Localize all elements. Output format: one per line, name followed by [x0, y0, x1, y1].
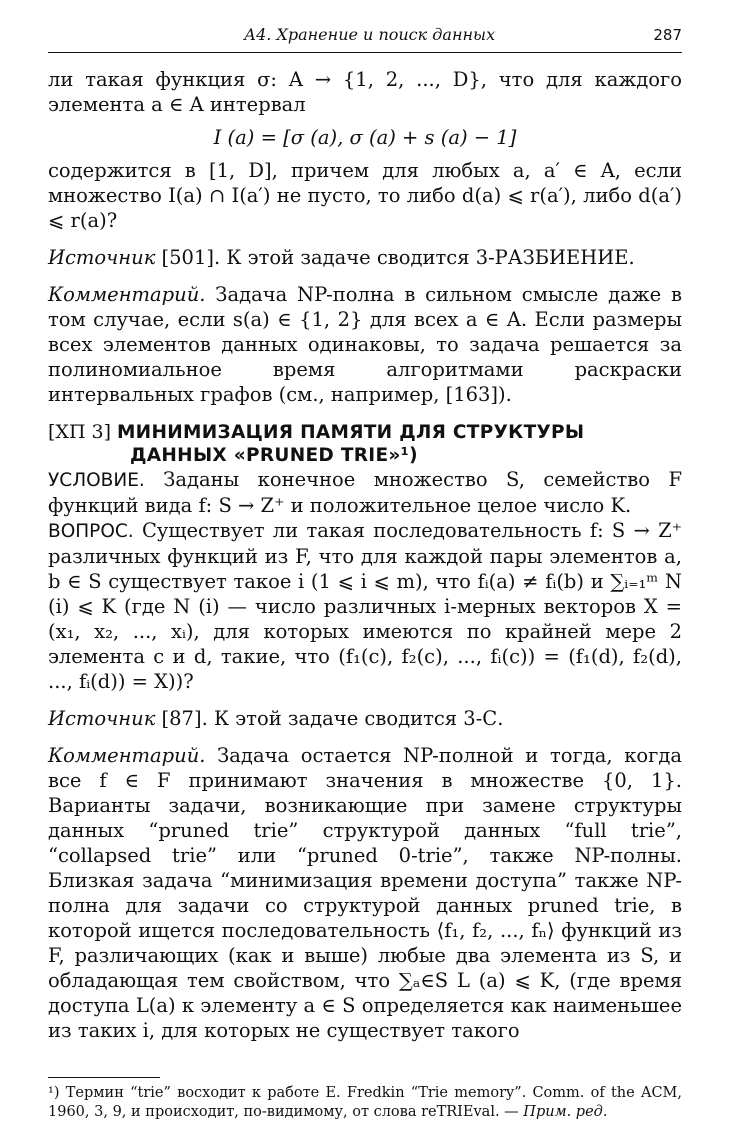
running-title: А4. Хранение и поиск данных [244, 25, 496, 44]
section-heading [48, 421, 682, 467]
intro-text: ли такая функция σ: A → {1, 2, ..., D}, что для каждого элемента a ∈ A интервал [48, 68, 682, 116]
source-label: Источник [48, 246, 156, 269]
interval-formula: I (a) = [σ (a), σ (a) + s (a) − 1] [213, 126, 517, 149]
comment-text: Задача NP-полна в сильном смысле даже в том случае, если s(a) ∈ {1, 2} для всех a ∈ A. Если размеры всех элементов данных одинаковы, то задача решается за полиномиальное время алгоритмами раскраски интервальных графов (см., например, [163]). [48, 283, 682, 406]
footnote-text: ¹) Термин “trie” восходит к работе E. Fredkin “Trie memory”. Comm. of the ACM, 1960, 3, 9, и происходит, по-видимому, от слова reTRIEval. — [48, 1085, 682, 1120]
footnote [48, 1084, 682, 1122]
section-label: [ХП 3] [48, 421, 112, 443]
section-title-line-1: МИНИМИЗАЦИЯ ПАМЯТИ ДЛЯ СТРУКТУРЫ [116, 422, 585, 443]
source-label: Источник [48, 707, 156, 730]
question-paragraph [48, 518, 682, 694]
intro-continuation: содержится в [1, D], причем для любых a, a′ ∈ A, если множество I(a) ∩ I(a′) не пусто, то либо d(a) ⩽ r(a′), либо d(a′) ⩽ r(a)? [48, 159, 682, 232]
comment-label: Комментарий. [48, 744, 206, 767]
condition-label: УСЛОВИЕ. [48, 470, 145, 491]
comment-label: Комментарий. [48, 283, 206, 306]
footnote-editor-note: Прим. ред. [523, 1104, 608, 1120]
condition-paragraph [48, 467, 682, 518]
comment-text: Задача остается NP-полной и тогда, когда все f ∈ F принимают значения в множестве {0, 1}. Варианты задачи, возникающие при замене структуры данных “pruned trie” структурой данных “full trie”, “collapsed trie” или “pruned 0-trie”, также NP-полны. Близкая задача “минимизация времени доступа” также NP-полна для задачи со структурой данных pruned trie, в которой ищется последовательность ⟨f₁, f₂, ..., fₙ⟩ функций из F, различающих (как и выше) любые два элемента из S, и обладающая тем свойством, что ∑ₐ∈S L (a) ⩽ K, (где время доступа L(a) к элементу a ∈ S определяется как наименьшее из таких i, для которых не существует такого [48, 744, 682, 1042]
question-label: ВОПРОС. [48, 521, 134, 542]
condition-text: Заданы конечное множество S, семейство F функций вида f: S → Z⁺ и положительное целое число K. [48, 468, 682, 517]
source-paragraph-2 [48, 706, 682, 731]
footnote-rule [48, 1077, 160, 1078]
running-header [48, 22, 682, 53]
source-text: [87]. К этой задаче сводится 3-С. [161, 707, 504, 730]
comment-paragraph-1 [48, 282, 682, 407]
source-paragraph-1 [48, 245, 682, 270]
question-text: Существует ли такая последовательность f: S → Z⁺ различных функций из F, что для каждой пары элементов a, b ∈ S существует такое i (1 ⩽ i ⩽ m), что fᵢ(a) ≠ fᵢ(b) и ∑ᵢ₌₁ᵐ N (i) ⩽ K (где N (i) — число различных i-мерных векторов X = (x₁, x₂, ..., xᵢ), для которых имеются по крайней мере 2 элемента c и d, такие, что (f₁(c), f₂(c), ..., fᵢ(c)) = (f₁(d), f₂(d), ..., fᵢ(d)) = X))? [48, 519, 682, 693]
section-title-line-2: ДАННЫХ «PRUNED TRIE»¹) [130, 445, 418, 466]
page-number: 287 [653, 26, 682, 44]
source-text: [501]. К этой задаче сводится 3-РАЗБИЕНИЕ. [161, 246, 635, 269]
comment-paragraph-2 [48, 743, 682, 1043]
